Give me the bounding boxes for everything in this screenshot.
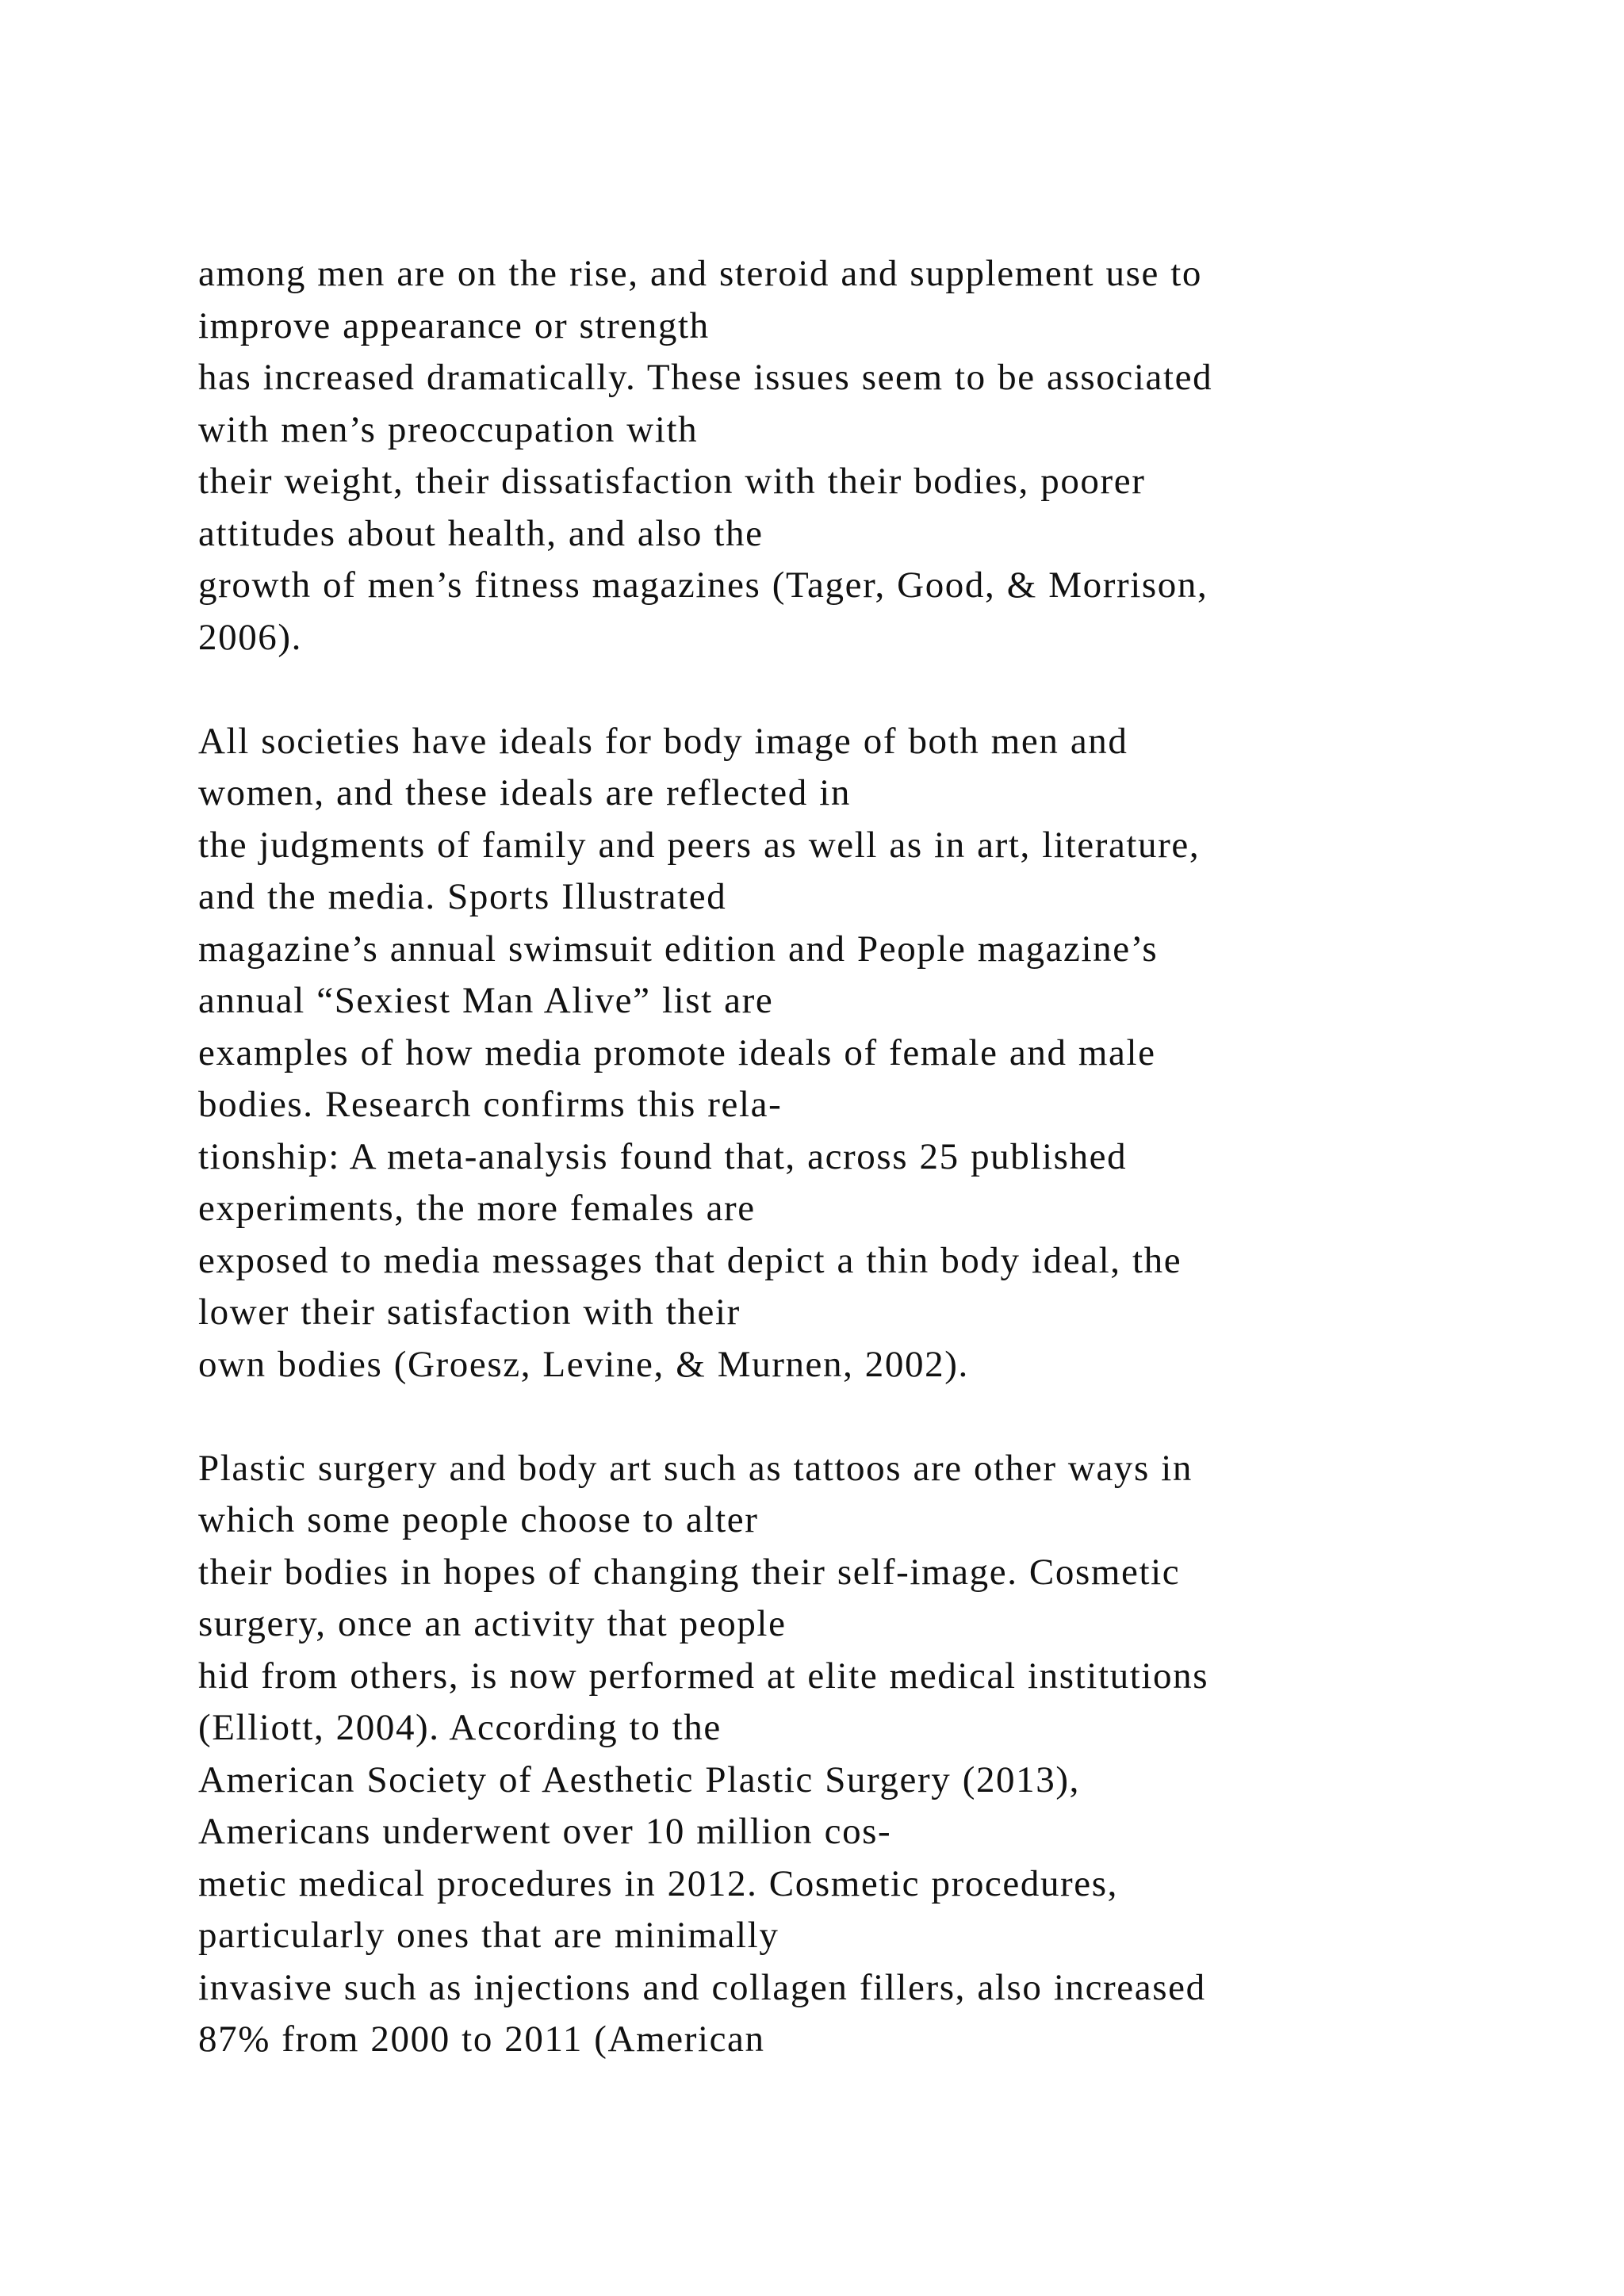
text-line: their weight, their dissatisfaction with their bodies, poorer <box>198 461 1146 502</box>
text-line: hid from others, is now performed at elite medical institutions <box>198 1655 1209 1697</box>
text-line: among men are on the rise, and steroid and supplement use to <box>198 253 1203 294</box>
text-line: growth of men’s fitness magazines (Tager, Good, & Morrison, <box>198 564 1208 606</box>
text-line: women, and these ideals are reflected in <box>198 772 851 813</box>
paragraph <box>198 1443 1499 2066</box>
text-line: magazine’s annual swimsuit edition and People magazine’s <box>198 928 1159 970</box>
text-line: bodies. Research confirms this rela- <box>198 1084 783 1125</box>
text-line: lower their satisfaction with their <box>198 1292 741 1333</box>
text-line: attitudes about health, and also the <box>198 512 764 554</box>
text-line: experiments, the more females are <box>198 1188 756 1229</box>
text-line: Americans underwent over 10 million cos- <box>198 1811 892 1852</box>
text-line: own bodies (Groesz, Levine, & Murnen, 2002). <box>198 1343 969 1385</box>
text-line: particularly ones that are minimally <box>198 1915 779 1956</box>
text-line: has increased dramatically. These issues seem to be associated <box>198 357 1213 398</box>
text-line: 2006). <box>198 616 303 658</box>
text-line: with men’s preoccupation with <box>198 408 699 450</box>
text-line: the judgments of family and peers as well as in art, literature, <box>198 824 1201 866</box>
text-line: American Society of Aesthetic Plastic Surgery (2013), <box>198 1758 1080 1800</box>
paragraph <box>198 716 1499 1391</box>
text-line: All societies have ideals for body image of both men and <box>198 720 1128 762</box>
text-line: and the media. Sports Illustrated <box>198 876 727 917</box>
text-line: their bodies in hopes of changing their self-image. Cosmetic <box>198 1551 1181 1593</box>
text-line: Plastic surgery and body art such as tattoos are other ways in <box>198 1447 1193 1489</box>
text-line: (Elliott, 2004). According to the <box>198 1707 722 1748</box>
paragraph-spacer <box>198 664 1499 716</box>
text-line: exposed to media messages that depict a thin body ideal, the <box>198 1239 1182 1281</box>
text-line: metic medical procedures in 2012. Cosmetic procedures, <box>198 1862 1118 1904</box>
text-line: improve appearance or strength <box>198 304 710 346</box>
paragraph <box>198 248 1499 664</box>
text-line: tionship: A meta-analysis found that, across 25 published <box>198 1135 1128 1177</box>
paragraph-spacer <box>198 1391 1499 1443</box>
text-line: annual “Sexiest Man Alive” list are <box>198 980 774 1021</box>
text-line: which some people choose to alter <box>198 1499 759 1540</box>
document-body <box>198 248 1499 2066</box>
text-line: examples of how media promote ideals of female and male <box>198 1031 1156 1073</box>
text-line: invasive such as injections and collagen fillers, also increased <box>198 1966 1206 2008</box>
text-line: 87% from 2000 to 2011 (American <box>198 2019 765 2060</box>
text-line: surgery, once an activity that people <box>198 1603 787 1644</box>
